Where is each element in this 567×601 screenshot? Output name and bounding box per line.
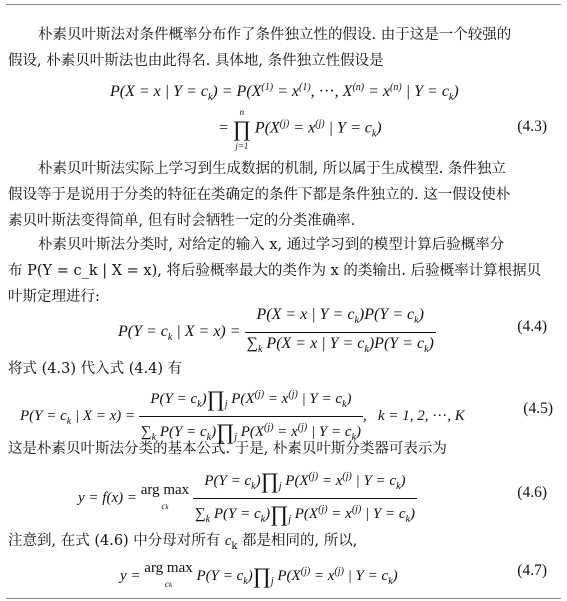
header-rule xyxy=(6,4,561,5)
equation-4-3 xyxy=(0,82,567,151)
text-line: 朴素贝叶斯法实际上学习到生成数据的机制, 所以属于生成模型. 条件独立 xyxy=(38,161,506,177)
text-line: 将式 (4.3) 代入式 (4.4) 有 xyxy=(8,361,183,377)
text-line: 这是朴素贝叶斯法分类的基本公式. 于是, 朴素贝叶斯分类器可表示为 xyxy=(8,441,447,457)
equation-line: P(X = x | $Y = c_k) = P(X^{(1)} = x^{(1)}$, ···, $X^{(n)} = x^{(n)}$ | $Y = c_k$) xyxy=(110,82,459,103)
paragraph-classification xyxy=(8,232,553,310)
equation-number: (4.5) xyxy=(523,400,553,417)
equation-line: = n ∏ j=1 $P(X^{(j)} = x^{(j)}$ | $Y = c_k$) xyxy=(218,107,382,151)
text-line: 素贝叶斯法变得简单, 但有时会牺牲一定的分类准确率. xyxy=(8,213,356,229)
paragraph-independence-assumption xyxy=(8,22,553,74)
equation-number: (4.4) xyxy=(517,318,547,335)
footer-rule xyxy=(6,598,561,599)
equation-line: y = arg max ck $P(Y = c_k)\prod_j$ $P(X^{(j)} = x^{(j)}$ | $Y = c_k$) xyxy=(120,560,398,589)
paragraph-basic-formula xyxy=(8,436,553,462)
equation-line: y = f(x) = arg max ck $\frac{P(Y = c_k)\prod_j P(X^{(j)} = x^{(j)} | Y = c_k)}{\sum_k P(Y = c_k)\prod_j P(X^{(j)} = x^{(j)} | Y = c_k)}$ xyxy=(78,468,415,526)
text-line: 朴素贝叶斯法分类时, 对给定的输入 x, 通过学习到的模型计算后验概率分 xyxy=(38,237,505,253)
paragraph-denominator-note xyxy=(8,528,553,560)
text-line: 布 P(Y = c_k | X = x), 将后验概率最大的类作为 x 的类输出. 后验概率计算根据贝 xyxy=(8,263,542,279)
paragraph-generative-model xyxy=(8,156,553,234)
equation-4-5 xyxy=(0,384,567,444)
text-line: 叶斯定理进行: xyxy=(8,289,100,305)
text-line: 朴素贝叶斯法对条件概率分布作了条件独立性的假设. 由于这是一个较强的 xyxy=(38,27,512,43)
equation-line: $P(Y = c_k$ | X = x) = $\frac{P(Y = c_k)\prod_j P(X^{(j)} = x^{(j)} | Y = c_k)}{\sum_k P(Y = c_k)\prod_j P(X^{(j)} = x^{(j)} | Y = c_k)}$ , k = 1, 2, ···, K xyxy=(20,386,465,444)
equation-number: (4.7) xyxy=(517,562,547,579)
equation-4-4 xyxy=(0,304,567,354)
equation-number: (4.3) xyxy=(517,118,547,135)
equation-number: (4.6) xyxy=(517,484,547,501)
equation-line: $P(Y = c_k$ | X = x) = $\frac{P(X = x | Y = c_k)P(Y = c_k)}{\sum_k P(X = x | Y = c_k)P(Y = c_k)}$ xyxy=(118,306,434,355)
text-line: 注意到, 在式 (4.6) 中分母对所有 $c_k$ 都是相同的, 所以, xyxy=(8,533,358,552)
text-line: 假设等于是说用于分类的特征在类确定的条件下都是条件独立的. 这一假设使朴 xyxy=(8,187,511,203)
equation-4-6 xyxy=(0,466,567,526)
text-line: 假设, 朴素贝叶斯法也由此得名. 具体地, 条件独立性假设是 xyxy=(8,53,384,69)
paragraph-substitute xyxy=(8,356,553,382)
equation-4-7 xyxy=(0,560,567,594)
